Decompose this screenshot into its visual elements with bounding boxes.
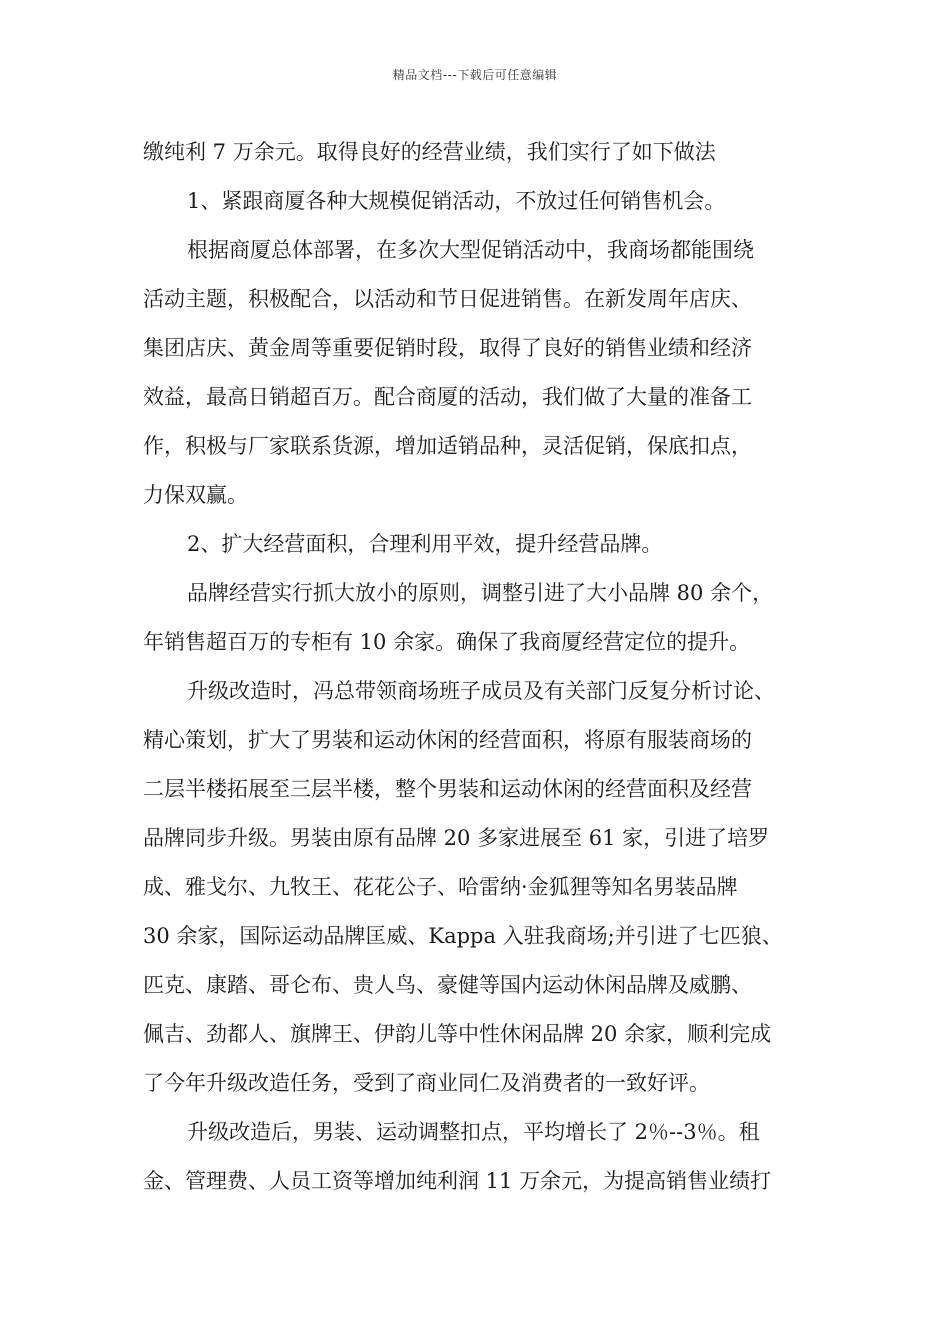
- text-line: 缴纯利 7 万余元。取得良好的经营业绩，我们实行了如下做法: [143, 140, 716, 164]
- text-line: 了今年升级改造任务，受到了商业同仁及消费者的一致好评。: [143, 1071, 710, 1095]
- text-line: 升级改造后，男装、运动调整扣点，平均增长了 2％--3％。租: [187, 1120, 760, 1144]
- text-line: 匹克、康踏、哥仑布、贵人鸟、豪健等国内运动休闲品牌及威鹏、: [143, 973, 752, 997]
- text-line: 精心策划，扩大了男装和运动休闲的经营面积，将原有服装商场的: [143, 728, 752, 752]
- text-line: 效益，最高日销超百万。配合商厦的活动，我们做了大量的准备工: [143, 385, 752, 409]
- section-heading: 2、扩大经营面积，合理利用平效，提升经营品牌。: [187, 532, 663, 556]
- document-body: [143, 128, 823, 1206]
- text-line: 力保双赢。: [143, 483, 248, 507]
- text-line: 30 余家，国际运动品牌匡威、Kappa 入驻我商场;并引进了七匹狼、: [143, 924, 783, 948]
- text-line: 品牌同步升级。男装由原有品牌 20 多家进展至 61 家，引进了培罗: [143, 826, 770, 850]
- text-line: 作，积极与厂家联系货源，增加适销品种，灵活促销，保底扣点，: [143, 434, 752, 458]
- text-line: 升级改造时，冯总带领商场班子成员及有关部门反复分析讨论、: [187, 679, 775, 703]
- text-line: 佩吉、劲都人、旗牌王、伊韵儿等中性休闲品牌 20 余家，顺利完成: [143, 1022, 772, 1046]
- text-line: 成、雅戈尔、九牧王、花花公子、哈雷纳·金狐狸等知名男装品牌: [143, 875, 738, 899]
- section-heading: 1、紧跟商厦各种大规模促销活动，不放过任何销售机会。: [187, 189, 726, 213]
- text-line: 根据商厦总体部署，在多次大型促销活动中，我商场都能围绕: [187, 238, 754, 262]
- text-line: 活动主题，积极配合，以活动和节日促进销售。在新发周年店庆、: [143, 287, 752, 311]
- page-header: 精品文档---下载后可任意编辑: [392, 68, 558, 82]
- text-line: 品牌经营实行抓大放小的原则，调整引进了大小品牌 80 余个，: [187, 581, 774, 605]
- text-line: 集团店庆、黄金周等重要促销时段，取得了良好的销售业绩和经济: [143, 336, 752, 360]
- text-line: 二层半楼拓展至三层半楼，整个男装和运动休闲的经营面积及经营: [143, 777, 752, 801]
- text-line: 年销售超百万的专柜有 10 余家。确保了我商厦经营定位的提升。: [143, 630, 751, 654]
- text-line: 金、管理费、人员工资等增加纯利润 11 万余元，为提高销售业绩打: [143, 1169, 772, 1193]
